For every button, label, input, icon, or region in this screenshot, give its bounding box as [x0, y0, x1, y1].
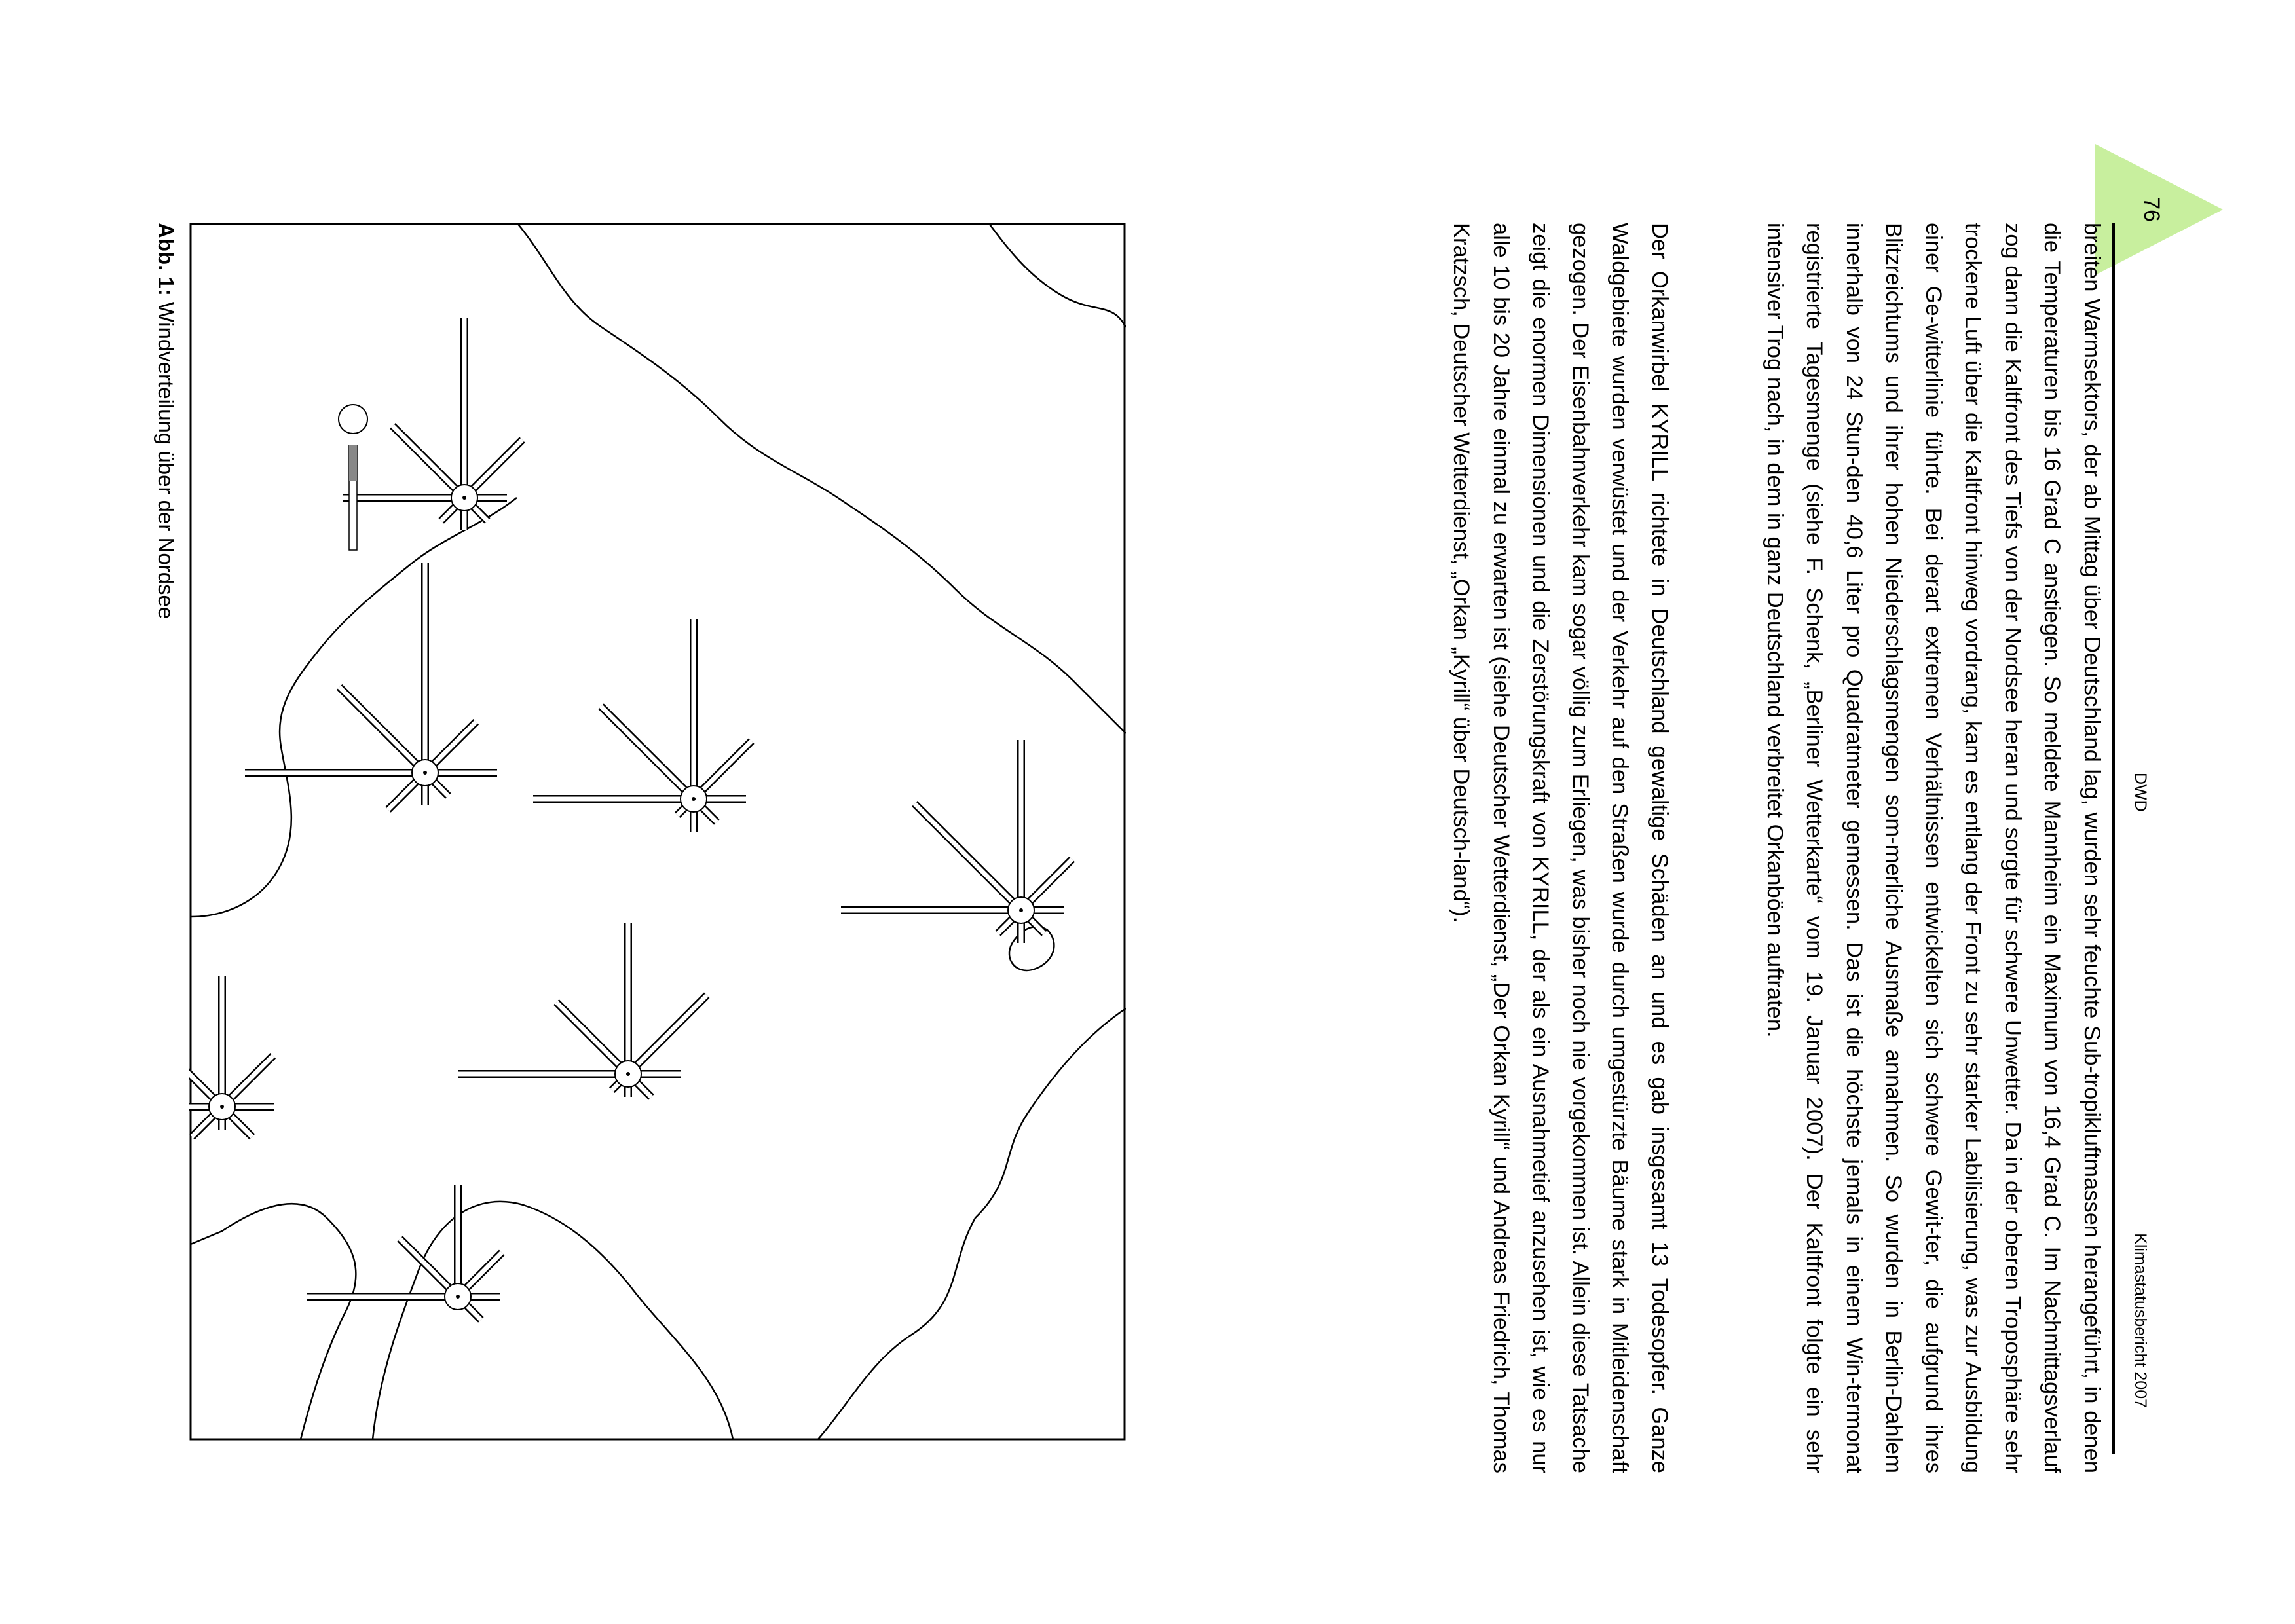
header-rule [2112, 223, 2115, 1454]
map-border [191, 224, 1125, 1439]
wind-rose-north-3 [533, 619, 751, 832]
coastlines [191, 223, 1126, 1439]
page-number: 76 [2139, 197, 2164, 222]
wind-rose-dot [456, 1295, 460, 1299]
wind-rose-dot [423, 771, 427, 775]
wind-rose-north-4 [841, 740, 1072, 943]
wind-rose-south-2 [245, 563, 497, 810]
wind-rose-arm-inner [914, 803, 1021, 910]
coastline-shetland [1009, 927, 1054, 970]
figure-caption [153, 223, 178, 619]
wind-roses [189, 318, 1072, 1320]
wind-rose-south-3 [343, 318, 522, 530]
coastline-scotland [988, 223, 1126, 327]
wind-distribution-map [189, 223, 1126, 1441]
caption-text: Windverteilung über der Nordsee [154, 295, 178, 619]
body-paragraph-1: breiten Warmsektors, der ab Mittag über Deutschland lag, wurden sehr feuchte Sub-tropikluftmassen herangeführt, in denen die Temperaturen bis 16 Grad C anstiegen. So meldete Mannheim ein Maximum von 16,4 Grad C. Im Nachmittagsverlauf zog dann die Kaltfront des Tiefs von der Nordsee heran und sorgte für schwere Unwetter. Da in der oberen Troposphäre sehr trockene Luft über die Kaltfront hinweg vordrang, kam es entlang der Front zu sehr starker Labilisierung, was zur Ausbildung einer Ge-witterlinie führte. Bei derart extremen Verhältnissen entwickelten sich schwere Gewit-ter, die aufgrund ihres Blitzreichtums und ihrer hohen Niederschlagsmengen som-merliche Ausmaße annahmen. So wurden in Berlin-Dahlem innerhalb von 24 Stun-den 40,6 Liter pro Quadratmeter gemessen. Das ist die höchste jemals in einem Win-termonat registrierte Tagesmenge (siehe F. Schenk, „Berliner Wetterkarte“ vom 19. Januar 2007). Der Kaltfront folgte ein sehr intensiver Trog nach, in dem in ganz Deutschland verbreitet Orkanböen auftraten. [1763, 223, 2104, 1473]
header-publisher: DWD [2131, 773, 2150, 812]
wind-rose-dot [462, 496, 466, 500]
wind-rose-dot [626, 1072, 630, 1076]
coastline-norway [818, 1008, 1126, 1439]
header-report-title: Klimastatusbericht 2007 [2131, 1233, 2150, 1408]
coastline-denmark [191, 1204, 356, 1439]
wind-rose-dot [220, 1105, 224, 1109]
wind-rose-south-1 [189, 976, 274, 1137]
wind-rose-arm-inner [628, 995, 707, 1074]
body-paragraph-2: Der Orkanwirbel KYRILL richtete in Deutschland gewaltige Schäden an und es gab insgesamt 13 Todesopfer. Ganze Waldgebiete wurden verwüstet und der Verkehr auf den Straßen wurde durch umgestürzte Bäume stark in Mitleidenschaft gezogen. Der Eisenbahnverkehr kam sogar völlig zum Erliegen, was bisher noch nie vorgekommen ist. Allein diese Tatsache zeigt die enormen Dimensionen und die Zerstörungskraft von KYRILL, der als ein Ausnahmetief anzusehen ist, wie es nur alle 10 bis 20 Jahre einmal zu erwarten ist (siehe Deutscher Wetterdienst, „Der Orkan Kyrill“ und Andreas Friedrich, Thomas Kratzsch, Deutscher Wetterdienst, „Orkan „Kyrill“ über Deutsch-land“). [1449, 223, 1672, 1473]
wind-rose-arm-inner [392, 426, 464, 498]
wind-rose-arm-inner [601, 707, 694, 799]
legend-bar-fill [349, 445, 357, 481]
wind-rose-arm-inner [556, 1002, 628, 1074]
map-svg [189, 223, 1126, 1441]
legend-circle [339, 405, 367, 434]
wind-rose-dot [1019, 908, 1023, 912]
map-legend [339, 405, 367, 550]
wind-rose-arm-inner [339, 687, 425, 773]
wind-rose-dot [692, 797, 696, 801]
coastline-germany-netherlands [191, 498, 517, 917]
caption-label: Abb. 1: [154, 223, 178, 296]
coastline-britain [517, 223, 1126, 733]
wind-rose-north-1 [307, 1185, 502, 1320]
wind-rose-north-2 [458, 923, 707, 1097]
coastline-skagerrak [373, 1202, 733, 1439]
